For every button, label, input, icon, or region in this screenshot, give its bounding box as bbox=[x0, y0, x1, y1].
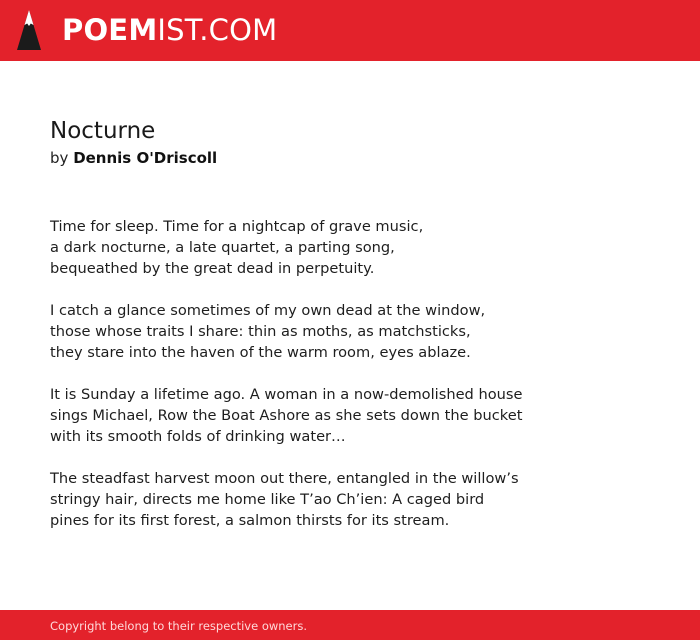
copyright-text: Copyright belong to their respective owners. bbox=[50, 619, 308, 633]
logo-link[interactable] bbox=[14, 6, 277, 54]
poem-line: with its smooth folds of drinking water… bbox=[50, 428, 346, 445]
poem-body bbox=[50, 216, 670, 531]
poem-line: a dark nocturne, a late quartet, a parting song, bbox=[50, 239, 395, 256]
poem-line: those whose traits I share: thin as moths, as matchsticks, bbox=[50, 323, 471, 340]
brand-logo-text bbox=[62, 12, 278, 47]
poem-line: Time for sleep. Time for a nightcap of grave music, bbox=[50, 218, 424, 235]
pencil-icon bbox=[14, 8, 44, 52]
poem-line: stringy hair, directs me home like T’ao Ch’ien: A caged bird bbox=[50, 491, 485, 508]
poem-line: sings Michael, Row the Boat Ashore as she sets down the bucket bbox=[50, 407, 523, 424]
poem-content bbox=[50, 116, 670, 552]
poem-line: pines for its first forest, a salmon thirsts for its stream. bbox=[50, 512, 450, 529]
byline-prefix: by bbox=[50, 149, 69, 167]
brand-bold: POEM bbox=[62, 12, 158, 47]
poem-line: I catch a glance sometimes of my own dead at the window, bbox=[50, 302, 486, 319]
site-header bbox=[0, 0, 700, 61]
poem-title: Nocturne bbox=[50, 118, 156, 144]
poem-line: bequeathed by the great dead in perpetuity. bbox=[50, 260, 375, 277]
stanza bbox=[50, 300, 670, 363]
author-link[interactable]: Dennis O'Driscoll bbox=[73, 149, 218, 167]
poem-line: The steadfast harvest moon out there, entangled in the willow’s bbox=[50, 470, 519, 487]
stanza bbox=[50, 216, 670, 279]
poem-byline bbox=[50, 147, 670, 169]
stanza bbox=[50, 384, 670, 447]
brand-light: IST.COM bbox=[157, 12, 278, 47]
poem-line: It is Sunday a lifetime ago. A woman in a now-demolished house bbox=[50, 386, 523, 403]
stanza bbox=[50, 468, 670, 531]
poem-line: they stare into the haven of the warm room, eyes ablaze. bbox=[50, 344, 471, 361]
site-footer bbox=[0, 610, 700, 640]
